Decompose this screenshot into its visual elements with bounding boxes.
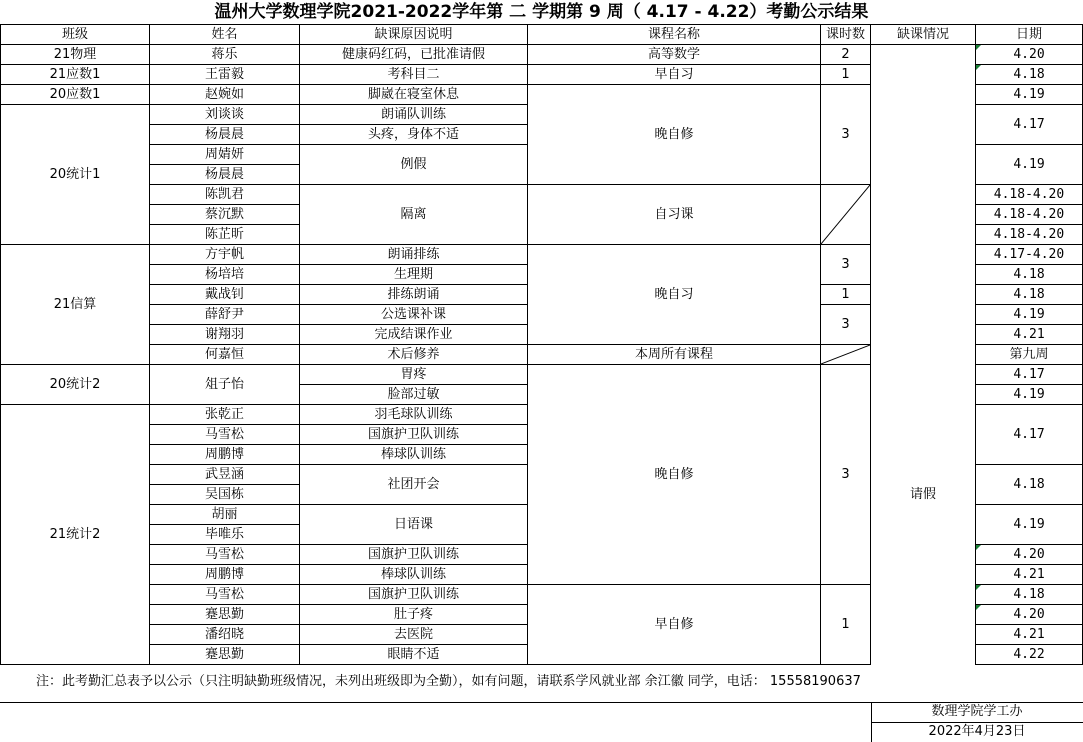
reason-cell: 朗诵队训练 [300,105,528,125]
reason-cell: 国旗护卫队训练 [300,585,528,605]
reason-cell: 头疼，身体不适 [300,125,528,145]
course-cell: 高等数学 [528,45,821,65]
date-cell: 4.20 [976,545,1083,565]
date-cell: 4.18-4.20 [976,225,1083,245]
date-cell: 4.17 [976,105,1083,145]
date-cell: 4.20 [976,45,1083,65]
name-cell: 马雪松 [150,585,300,605]
diagonal-slash [821,345,870,364]
date-cell: 4.22 [976,645,1083,665]
name-cell: 马雪松 [150,545,300,565]
reason-cell: 棒球队训练 [300,565,528,585]
date-cell: 4.19 [976,85,1083,105]
cell-marker [976,45,981,50]
date-cell: 4.21 [976,565,1083,585]
name-cell: 王雷毅 [150,65,300,85]
name-cell: 蒋乐 [150,45,300,65]
name-cell: 俎子怡 [150,365,300,405]
name-cell: 周鹏博 [150,565,300,585]
class-cell: 20统计1 [1,105,150,245]
name-cell: 潘绍晓 [150,625,300,645]
course-cell: 早自修 [528,585,821,665]
cell-marker [976,605,981,610]
date-cell: 4.17 [976,405,1083,465]
name-cell: 张乾正 [150,405,300,425]
class-cell: 21信算 [1,245,150,365]
cell-marker [976,585,981,590]
header-reason: 缺课原因说明 [300,25,528,45]
diagonal-slash [821,185,870,244]
sheet-title: 温州大学数理学院2021-2022学年第 二 学期第 9 周（ 4.17 - 4.22）考勤公示结果 [214,2,869,22]
reason-cell: 国旗护卫队训练 [300,545,528,565]
name-cell: 蹇思勤 [150,645,300,665]
reason-cell: 健康码红码，已批准请假 [300,45,528,65]
footnote: 注：此考勤汇总表予以公示（只注明缺勤班级情况，未列出班级即为全勤），如有问题，请联系学风就业部 余江徽 同学，电话： 15558190637 [36,674,861,689]
hours-cell: 3 [821,305,871,345]
hours-cell: 1 [821,585,871,665]
hours-cell: 3 [821,365,871,585]
status-cell [871,45,976,665]
name-cell: 蔡沉默 [150,205,300,225]
reason-cell: 日语课 [300,505,528,545]
cell-marker [976,65,981,70]
issuer: 数理学院学工办 [931,704,1023,719]
date-cell: 4.21 [976,625,1083,645]
date-cell: 4.18 [976,585,1083,605]
course-cell: 晚自习 [528,245,821,345]
header-status: 缺课情况 [871,25,976,45]
hours-cell: 1 [821,65,871,85]
name-cell: 赵婉如 [150,85,300,105]
name-cell: 刘谈谈 [150,105,300,125]
reason-cell: 考科目二 [300,65,528,85]
issue-date: 2022年4月23日 [928,724,1026,739]
class-cell: 21物理 [1,45,150,65]
header-class: 班级 [1,25,150,45]
reason-cell: 社团开会 [300,465,528,505]
name-cell: 杨晨晨 [150,125,300,145]
status-text: 请假 [909,486,936,502]
date-cell: 4.18-4.20 [976,205,1083,225]
course-cell: 自习课 [528,185,821,245]
reason-cell: 术后修养 [300,345,528,365]
course-cell: 本周所有课程 [528,345,821,365]
class-cell: 21统计2 [1,405,150,665]
name-cell: 戴战钊 [150,285,300,305]
date-cell: 4.19 [976,145,1083,185]
course-cell: 晚自修 [528,365,821,585]
class-cell: 20统计2 [1,365,150,405]
header-row [1,25,1083,45]
name-cell: 方宇帆 [150,245,300,265]
class-cell: 21应数1 [1,65,150,85]
reason-cell: 朗诵排练 [300,245,528,265]
hours-cell: 2 [821,45,871,65]
date-cell: 4.17 [976,365,1083,385]
date-cell: 4.18 [976,285,1083,305]
course-cell: 晚自修 [528,85,821,185]
reason-cell: 生理期 [300,265,528,285]
course-cell: 早自习 [528,65,821,85]
reason-cell: 去医院 [300,625,528,645]
name-cell: 马雪松 [150,425,300,445]
reason-cell: 完成结课作业 [300,325,528,345]
date-cell: 4.19 [976,385,1083,405]
hours-cell: 3 [821,85,871,185]
date-cell: 4.18 [976,65,1083,85]
reason-cell: 排练朗诵 [300,285,528,305]
reason-cell: 脸部过敏 [300,385,528,405]
date-cell: 4.21 [976,325,1083,345]
table-row [1,45,1083,65]
date-cell: 第九周 [976,345,1083,365]
date-cell: 4.17-4.20 [976,245,1083,265]
name-cell: 杨培培 [150,265,300,285]
reason-cell: 羽毛球队训练 [300,405,528,425]
name-cell: 杨晨晨 [150,165,300,185]
name-cell: 谢翔羽 [150,325,300,345]
date-cell: 4.18 [976,265,1083,285]
hours-empty-cell [821,345,871,365]
date-cell: 4.20 [976,605,1083,625]
header-hours: 课时数 [821,25,871,45]
hours-cell: 3 [821,245,871,285]
header-name: 姓名 [150,25,300,45]
name-cell: 陈芷昕 [150,225,300,245]
name-cell: 武昱涵 [150,465,300,485]
date-cell: 4.18 [976,465,1083,505]
reason-cell: 棒球队训练 [300,445,528,465]
header-date: 日期 [976,25,1083,45]
name-cell: 胡丽 [150,505,300,525]
date-cell: 4.18-4.20 [976,185,1083,205]
name-cell: 毕唯乐 [150,525,300,545]
date-cell: 4.19 [976,505,1083,545]
name-cell: 周鹏博 [150,445,300,465]
attendance-table [0,24,1083,665]
name-cell: 何嘉恒 [150,345,300,365]
class-cell: 20应数1 [1,85,150,105]
cell-marker [976,545,981,550]
reason-cell: 胃疼 [300,365,528,385]
hours-cell: 1 [821,285,871,305]
reason-cell: 例假 [300,145,528,185]
date-cell: 4.19 [976,305,1083,325]
header-course: 课程名称 [528,25,821,45]
name-cell: 薛舒尹 [150,305,300,325]
name-cell: 蹇思勤 [150,605,300,625]
name-cell: 陈凯君 [150,185,300,205]
reason-cell: 眼睛不适 [300,645,528,665]
reason-cell: 公选课补课 [300,305,528,325]
reason-cell: 脚崴在寝室休息 [300,85,528,105]
name-cell: 周婧妍 [150,145,300,165]
reason-cell: 肚子疼 [300,605,528,625]
hours-empty-cell [821,185,871,245]
reason-cell: 国旗护卫队训练 [300,425,528,445]
reason-cell: 隔离 [300,185,528,245]
name-cell: 吴国栋 [150,485,300,505]
